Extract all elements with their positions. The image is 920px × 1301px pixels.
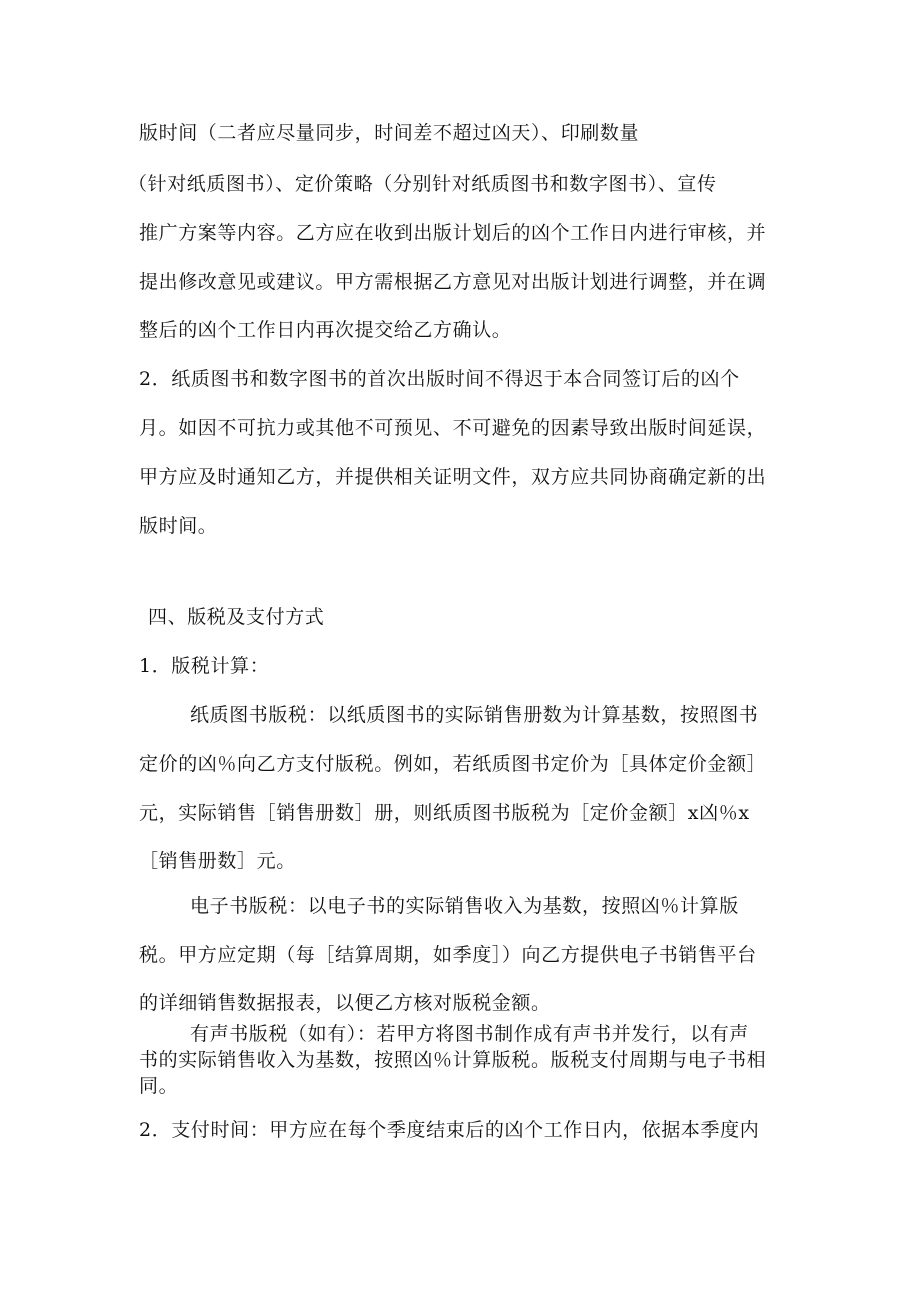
section-heading: 四、版税及支付方式	[148, 606, 325, 628]
text-line: （针对纸质图书）、定价策略（分别针对纸质图书和数字图书）、宣传	[128, 173, 717, 195]
list-item-2: 2．纸质图书和数字图书的首次出版时间不得迟于本合同签订后的凶个	[139, 368, 740, 390]
text-line: ［销售册数］元。	[139, 850, 296, 872]
text-line: 整后的凶个工作日内再次提交给乙方确认。	[139, 319, 512, 341]
text-line: 税。甲方应定期（每［结算周期，如季度］）向乙方提供电子书销售平台	[139, 944, 757, 966]
text-line: 同。	[139, 1075, 179, 1097]
text-line: 推广方案等内容。乙方应在收到出版计划后的凶个工作日内进行审核，并	[139, 222, 767, 244]
text-line: 提出修改意见或建议。甲方需根据乙方意见对出版计划进行调整，并在调	[139, 271, 767, 293]
text-line: 定价的凶％向乙方支付版税。例如，若纸质图书定价为［具体定价金额］	[139, 753, 767, 775]
list-item-2: 2．支付时间：甲方应在每个季度结束后的凶个工作日内，依据本季度内	[139, 1119, 760, 1141]
text-line: 的详细销售数据报表，以便乙方核对版税金额。	[139, 992, 551, 1014]
text-line: 甲方应及时通知乙方，并提供相关证明文件，双方应共同协商确定新的出	[139, 466, 767, 488]
text-line: 版时间。	[139, 515, 218, 537]
text-line: 月。如因不可抗力或其他不可预见、不可避免的因素导致出版时间延误，	[139, 417, 767, 439]
text-line: 电子书版税：以电子书的实际销售收入为基数，按照凶％计算版	[190, 895, 739, 917]
text-line: 纸质图书版税：以纸质图书的实际销售册数为计算基数，按照图书	[190, 704, 759, 726]
subsection-heading: 1．版税计算：	[139, 655, 270, 677]
text-line: 元，实际销售［销售册数］册，则纸质图书版税为［定价金额］x凶％x	[139, 802, 750, 824]
text-line: 版时间（二者应尽量同步，时间差不超过凶天）、印刷数量	[139, 122, 640, 144]
text-line: 书的实际销售收入为基数，按照凶％计算版税。版税支付周期与电子书相	[139, 1049, 767, 1071]
text-line: 有声书版税（如有）：若甲方将图书制作成有声书并发行，以有声	[190, 1023, 749, 1045]
